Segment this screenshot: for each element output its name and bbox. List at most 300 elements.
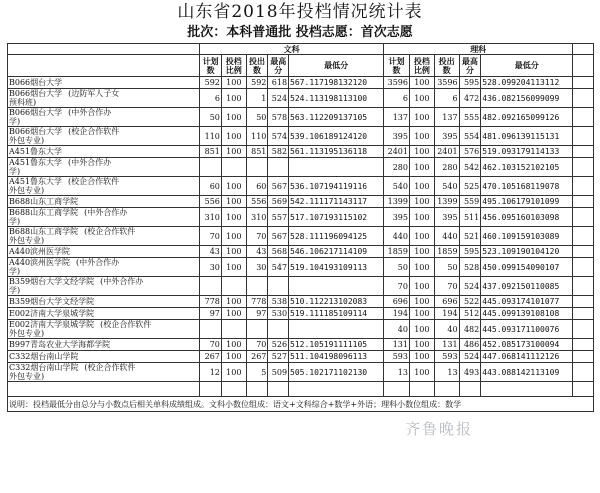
program-note-continued: 外包专业) [9,329,45,338]
wenke-ratio-cell: 100 [221,196,246,208]
program-note: (中外合作办 [76,258,120,267]
table-row [8,146,594,158]
institution-cell [8,277,200,296]
extra-cell [573,227,594,246]
extra-cell [573,246,594,258]
wenke-max-cell: 569 [268,196,289,208]
wenke-plan-cell [200,158,222,177]
like-plan-cell: 40 [384,320,410,339]
wenke-ratio-cell: 100 [221,258,246,277]
like-min-cell: 445.093171100076 [481,320,573,339]
wenke-plan-cell: 70 [200,339,222,351]
like-min-cell: 470.105168119078 [481,177,573,196]
extra-cell [573,146,594,158]
wenke-plan-cell: 97 [200,308,222,320]
like-plan-cell: 593 [384,351,410,363]
institution-name: B997青岛农业大学海都学院 [9,340,111,349]
wenke-plan-cell: 778 [200,296,222,308]
wenke-filed-cell [246,320,268,339]
l-max-header: 最高分 [459,55,481,77]
like-max-cell: 595 [459,77,481,89]
wenke-ratio-cell: 100 [221,77,246,89]
wenke-max-cell: 538 [268,296,289,308]
like-ratio-cell: 100 [409,277,434,296]
wenke-plan-cell: 267 [200,351,222,363]
institution-name: B359烟台大学文经学院 [9,297,95,306]
extra-cell [573,208,594,227]
wenke-ratio-cell [221,158,246,177]
wenke-max-cell: 557 [268,208,289,227]
like-max-cell: 554 [459,127,481,146]
like-max-cell: 524 [459,351,481,363]
institution-name: E002济南大学泉城学院 [9,309,95,318]
wenke-plan-cell: 556 [200,196,222,208]
table-row [8,339,594,351]
like-min-cell: 481.096139115131 [481,127,573,146]
like-plan-cell: 137 [384,108,410,127]
institution-name: B359烟台大学文经学院 [9,277,95,286]
wenke-filed-cell: 43 [246,246,268,258]
wenke-max-cell: 582 [268,146,289,158]
institution-cell [8,158,200,177]
extra-cell [573,89,594,108]
institution-cell [8,351,200,363]
wenke-filed-cell: 1 [246,89,268,108]
like-max-cell: 486 [459,339,481,351]
wenke-min-cell: 567.117198132120 [289,77,384,89]
column-header-row [8,55,594,77]
like-ratio-cell: 100 [409,196,434,208]
like-filed-cell: 40 [434,320,459,339]
program-note-continued: 学) [9,217,21,226]
wenke-filed-cell [246,277,268,296]
like-ratio-cell: 100 [409,227,434,246]
wenke-filed-cell: 778 [246,296,268,308]
wenke-max-cell [268,320,289,339]
like-max-cell: 511 [459,208,481,227]
like-plan-cell: 6 [384,89,410,108]
table-row [8,196,594,208]
program-note: (校企合作软件 [84,227,136,236]
like-max-cell: 576 [459,146,481,158]
like-ratio-cell: 100 [409,208,434,227]
wenke-max-cell [268,277,289,296]
wenke-filed-cell: 592 [246,77,268,89]
w-max-header: 最高分 [268,55,289,77]
institution-cell [8,246,200,258]
like-min-cell: 519.093179114133 [481,146,573,158]
wenke-ratio-cell: 100 [221,146,246,158]
wenke-ratio-cell [221,277,246,296]
wenke-filed-cell: 30 [246,258,268,277]
wenke-max-cell: 530 [268,308,289,320]
wenke-min-cell: 563.112209137105 [289,108,384,127]
institution-name: B688山东工商学院 [9,227,79,236]
institution-name: B066烟台大学 [9,108,63,117]
wenke-filed-cell: 60 [246,177,268,196]
like-filed-cell: 2401 [434,146,459,158]
wenke-filed-cell: 70 [246,227,268,246]
program-note-continued: 学) [9,286,21,295]
like-plan-cell: 395 [384,208,410,227]
w-plan-header: 计划数 [200,55,222,77]
wenke-min-cell [289,320,384,339]
wenke-min-cell: 539.106189124120 [289,127,384,146]
like-filed-cell: 696 [434,296,459,308]
wenke-plan-cell: 30 [200,258,222,277]
like-max-cell: 525 [459,177,481,196]
wenke-filed-cell: 97 [246,308,268,320]
like-min-cell: 445.099139108108 [481,308,573,320]
wenke-ratio-cell: 100 [221,89,246,108]
wenke-max-cell: 527 [268,351,289,363]
table-body [8,77,594,382]
extra-header [573,44,594,55]
institution-name: B688山东工商学院 [9,208,79,217]
program-note-continued: 外包专业) [9,186,45,195]
program-note: (中外合作办 [100,277,144,286]
like-ratio-cell: 100 [409,108,434,127]
wenke-max-cell: 618 [268,77,289,89]
institution-name: B066烟台大学 [9,89,63,98]
wenke-min-cell: 536.107194119116 [289,177,384,196]
table-row [8,177,594,196]
like-filed-cell: 131 [434,339,459,351]
wenke-ratio-cell: 100 [221,308,246,320]
wenke-min-cell: 528.111196094125 [289,227,384,246]
like-min-cell: 523.109190104120 [481,246,573,258]
extra-cell [573,158,594,177]
like-max-cell: 559 [459,196,481,208]
like-ratio-cell: 100 [409,177,434,196]
wenke-min-cell: 517.107193115102 [289,208,384,227]
like-ratio-cell: 100 [409,246,434,258]
wenke-min-cell [289,158,384,177]
wenke-ratio-cell: 100 [221,246,246,258]
wenke-max-cell: 568 [268,246,289,258]
wenke-min-cell: 519.104193109113 [289,258,384,277]
extra-cell [573,308,594,320]
wenke-max-cell: 578 [268,108,289,127]
page-subtitle: 批次：本科普通批 投档志愿：首次志愿 [187,25,413,40]
like-filed-cell: 70 [434,277,459,296]
like-filed-cell: 6 [434,89,459,108]
program-note: (边防军人子女 [68,89,120,98]
like-ratio-cell: 100 [409,258,434,277]
like-max-cell: 595 [459,246,481,258]
extra-cell [573,351,594,363]
institution-cell [8,146,200,158]
wenke-filed-cell: 50 [246,108,268,127]
like-ratio-cell: 100 [409,339,434,351]
footnote: 说明：投档最低分由总分与小数点后相关单科成绩组成。文科小数位组成：语文+文科综合+数学+外语；理科小数位组成：数学 [8,397,594,412]
extra-cell [573,339,594,351]
table-row [8,227,594,246]
table-row [8,158,594,177]
wenke-plan-cell: 12 [200,363,222,382]
w-min-header: 最低分 [289,55,384,77]
like-min-cell: 482.092165099126 [481,108,573,127]
like-plan-cell: 194 [384,308,410,320]
l-ratio-header: 投档比例 [409,55,434,77]
institution-name: A451鲁东大学 [9,177,63,186]
like-min-cell: 445.093174101077 [481,296,573,308]
like-min-cell: 528.099204113112 [481,77,573,89]
program-note: (中外合作办 [84,208,128,217]
like-min-cell: 456.095160103098 [481,208,573,227]
like-plan-cell: 13 [384,363,410,382]
institution-name: A440滨州医学院 [9,247,71,256]
wenke-filed-cell: 310 [246,208,268,227]
like-ratio-cell: 100 [409,351,434,363]
like-filed-cell: 593 [434,351,459,363]
wenke-min-cell: 511.104198096113 [289,351,384,363]
table-row [8,296,594,308]
program-note-continued: 学) [9,117,21,126]
like-min-cell: 436.082156099099 [481,89,573,108]
program-note-continued: 学) [9,167,21,176]
wenke-plan-cell: 50 [200,108,222,127]
watermark: 齐鲁晚报 [405,420,474,438]
institution-cell [8,227,200,246]
extra-cell [573,196,594,208]
wenke-filed-cell: 851 [246,146,268,158]
like-plan-cell: 1399 [384,196,410,208]
like-header: 理科 [384,44,573,55]
l-plan-header: 计划数 [384,55,410,77]
table-row [8,308,594,320]
extra-cell [573,363,594,382]
wenke-ratio-cell: 100 [221,296,246,308]
institution-name: A451鲁东大学 [9,147,63,156]
like-min-cell: 450.099154090107 [481,258,573,277]
program-note: (中外合作办 [68,158,112,167]
table-row [8,363,594,382]
like-filed-cell: 540 [434,177,459,196]
program-note: (校企合作软件 [68,127,120,136]
like-filed-cell: 50 [434,258,459,277]
wenke-min-cell: 524.113198113100 [289,89,384,108]
wenke-min-cell: 561.113195136118 [289,146,384,158]
like-max-cell: 528 [459,258,481,277]
like-ratio-cell: 100 [409,77,434,89]
name-subheader [8,55,200,77]
like-min-cell: 437.092150110085 [481,277,573,296]
like-max-cell: 521 [459,227,481,246]
like-ratio-cell: 100 [409,89,434,108]
like-min-cell: 447.068141112126 [481,351,573,363]
like-min-cell: 460.109159103089 [481,227,573,246]
program-note: (校企合作软件 [68,177,120,186]
like-filed-cell: 440 [434,227,459,246]
wenke-min-cell: 510.112213102083 [289,296,384,308]
institution-name: B066烟台大学 [9,127,63,136]
wenke-filed-cell: 267 [246,351,268,363]
wenke-max-cell [268,158,289,177]
wenke-ratio-cell: 100 [221,108,246,127]
table-row [8,320,594,339]
table-row [8,351,594,363]
like-filed-cell: 1859 [434,246,459,258]
wenke-max-cell: 524 [268,89,289,108]
like-max-cell: 512 [459,308,481,320]
like-ratio-cell: 100 [409,127,434,146]
program-note-continued: 外包专业) [9,236,45,245]
program-note: (校企合作软件 [100,320,152,329]
institution-cell [8,339,200,351]
like-max-cell: 522 [459,296,481,308]
like-ratio-cell: 100 [409,363,434,382]
table-row [8,89,594,108]
wenke-min-cell: 519.111185109114 [289,308,384,320]
wenke-plan-cell: 43 [200,246,222,258]
like-min-cell: 443.088142113109 [481,363,573,382]
extra-cell [573,320,594,339]
wenke-filed-cell: 110 [246,127,268,146]
table-row [8,108,594,127]
extra-subheader [573,55,594,77]
wenke-ratio-cell: 100 [221,208,246,227]
extra-cell [573,277,594,296]
l-min-header: 最低分 [481,55,573,77]
wenke-plan-cell [200,277,222,296]
like-filed-cell: 194 [434,308,459,320]
like-plan-cell: 3596 [384,77,410,89]
extra-cell [573,258,594,277]
wenke-ratio-cell: 100 [221,363,246,382]
like-max-cell: 542 [459,158,481,177]
like-plan-cell: 696 [384,296,410,308]
wenke-max-cell: 567 [268,177,289,196]
table-row [8,277,594,296]
wenke-ratio-cell [221,320,246,339]
institution-name: C332烟台南山学院 [9,363,79,372]
institution-cell [8,363,200,382]
w-ratio-header: 投档比例 [221,55,246,77]
extra-cell [573,77,594,89]
like-min-cell: 462.103152102105 [481,158,573,177]
like-filed-cell: 395 [434,127,459,146]
wenke-ratio-cell: 100 [221,339,246,351]
extra-cell [573,108,594,127]
program-note-continued: 外包专业) [9,372,45,381]
wenke-header: 文科 [200,44,384,55]
like-filed-cell: 280 [434,158,459,177]
like-plan-cell: 131 [384,339,410,351]
like-plan-cell: 70 [384,277,410,296]
group-header-row [8,44,594,55]
like-max-cell: 482 [459,320,481,339]
program-note: (校企合作软件 [84,363,136,372]
wenke-plan-cell: 592 [200,77,222,89]
like-filed-cell: 13 [434,363,459,382]
institution-name: A440滨州医学院 [9,258,71,267]
institution-cell [8,296,200,308]
table-row [8,246,594,258]
like-ratio-cell: 100 [409,320,434,339]
like-plan-cell: 1859 [384,246,410,258]
extra-cell [573,296,594,308]
footnote-row [8,397,594,412]
wenke-filed-cell: 556 [246,196,268,208]
like-plan-cell: 540 [384,177,410,196]
program-note-continued: 学) [9,267,21,276]
like-plan-cell: 395 [384,127,410,146]
table-row [8,77,594,89]
table-row [8,208,594,227]
like-ratio-cell: 100 [409,308,434,320]
institution-cell [8,208,200,227]
like-filed-cell: 1399 [434,196,459,208]
wenke-max-cell: 526 [268,339,289,351]
spacer-row [8,382,594,397]
wenke-plan-cell: 6 [200,89,222,108]
institution-cell [8,89,200,108]
wenke-plan-cell: 110 [200,127,222,146]
institution-name: B688山东工商学院 [9,197,79,206]
like-max-cell: 493 [459,363,481,382]
w-filed-header: 投出数 [246,55,268,77]
program-note-continued: 预科班) [9,98,37,107]
like-ratio-cell: 100 [409,146,434,158]
extra-cell [573,177,594,196]
institution-name: A451鲁东大学 [9,158,63,167]
like-max-cell: 524 [459,277,481,296]
wenke-min-cell: 512.105191111105 [289,339,384,351]
like-plan-cell: 440 [384,227,410,246]
institution-cell [8,127,200,146]
program-note-continued: 外包专业) [9,136,45,145]
wenke-filed-cell [246,158,268,177]
like-min-cell: 495.106179101099 [481,196,573,208]
wenke-filed-cell: 5 [246,363,268,382]
like-filed-cell: 137 [434,108,459,127]
like-max-cell: 555 [459,108,481,127]
page-title: 山东省2018年投档情况统计表 [177,2,423,22]
wenke-plan-cell: 70 [200,227,222,246]
like-filed-cell: 395 [434,208,459,227]
wenke-max-cell: 547 [268,258,289,277]
l-filed-header: 投出数 [434,55,459,77]
institution-cell [8,196,200,208]
admission-table [7,43,594,412]
like-ratio-cell: 100 [409,296,434,308]
wenke-ratio-cell: 100 [221,351,246,363]
wenke-min-cell: 542.111171143117 [289,196,384,208]
wenke-ratio-cell: 100 [221,227,246,246]
institution-cell [8,308,200,320]
like-plan-cell: 280 [384,158,410,177]
wenke-plan-cell: 60 [200,177,222,196]
like-plan-cell: 50 [384,258,410,277]
wenke-filed-cell: 70 [246,339,268,351]
wenke-ratio-cell: 100 [221,127,246,146]
institution-name: E002济南大学泉城学院 [9,320,95,329]
institution-cell [8,177,200,196]
like-min-cell: 452.085173100094 [481,339,573,351]
wenke-min-cell: 546.106217114109 [289,246,384,258]
institution-cell [8,258,200,277]
institution-name: B066烟台大学 [9,78,63,87]
program-note: (中外合作办 [68,108,112,117]
table-row [8,258,594,277]
like-max-cell: 472 [459,89,481,108]
wenke-plan-cell: 851 [200,146,222,158]
wenke-min-cell [289,277,384,296]
wenke-ratio-cell: 100 [221,177,246,196]
wenke-plan-cell: 310 [200,208,222,227]
wenke-max-cell: 567 [268,227,289,246]
